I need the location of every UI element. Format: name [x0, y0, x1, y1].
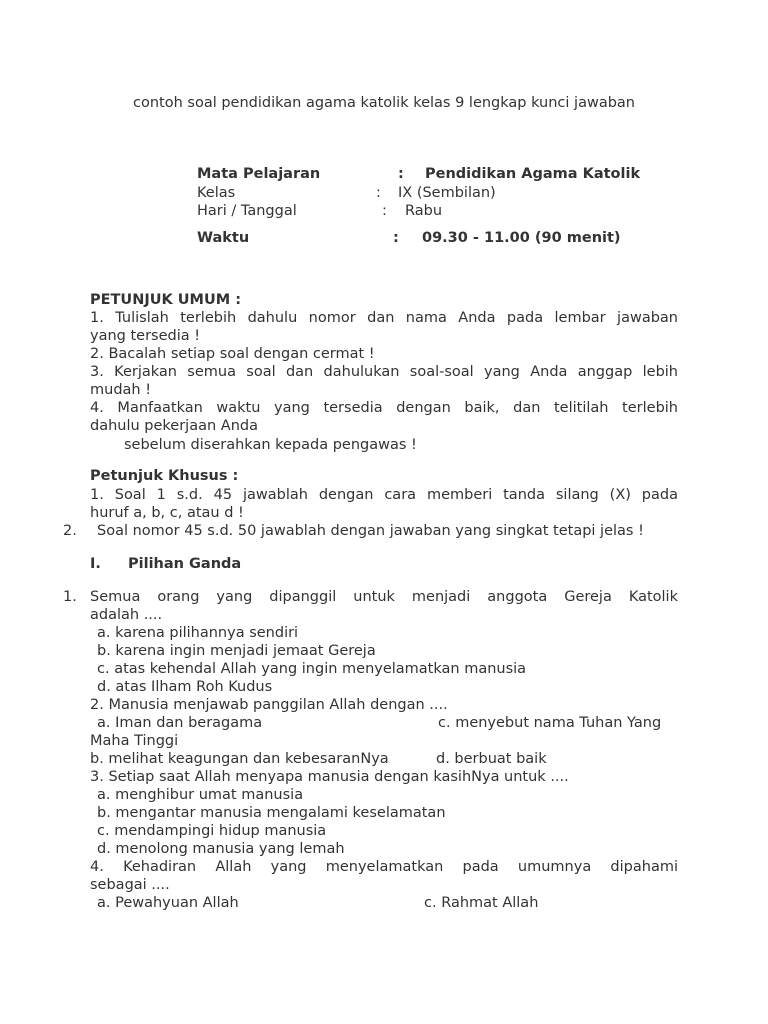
waktu-colon: :	[393, 230, 399, 246]
pu-item3-line1: 3. Kerjakan semua soal dan dahulukan soal-soal yang Anda anggap lebih	[90, 364, 678, 380]
waktu-label: Waktu	[197, 230, 250, 246]
q2-option-d: d. berbuat baik	[436, 751, 547, 767]
q3-option-c: c. mendampingi hidup manusia	[97, 823, 327, 839]
hari-colon: :	[382, 203, 387, 219]
mapel-value: Pendidikan Agama Katolik	[425, 166, 641, 182]
q4-option-a: a. Pewahyuan Allah	[97, 895, 239, 911]
q4-text-line1: 4. Kehadiran Allah yang menyelamatkan pada umumnya dipahami	[90, 859, 678, 875]
q1-text-line1: Semua orang yang dipanggil untuk menjadi anggota Gereja Katolik	[90, 589, 678, 605]
pu-item2: 2. Bacalah setiap soal dengan cermat !	[90, 346, 375, 362]
q1-text-line2: adalah ....	[90, 607, 163, 623]
pu-item4-line1: 4. Manfaatkan waktu yang tersedia dengan baik, dan telitilah terlebih	[90, 400, 678, 416]
q3-option-d: d. menolong manusia yang lemah	[97, 841, 345, 857]
q1-number: 1.	[63, 589, 77, 605]
petunjuk-khusus-heading: Petunjuk Khusus :	[90, 468, 239, 484]
hari-label: Hari / Tanggal	[197, 203, 297, 219]
q3-text: 3. Setiap saat Allah menyapa manusia dengan kasihNya untuk ....	[90, 769, 569, 785]
kelas-label: Kelas	[197, 185, 236, 201]
pu-item4-line2: dahulu pekerjaan Anda	[90, 418, 258, 434]
section-title: Pilihan Ganda	[128, 556, 242, 572]
pk-item1-line1: 1. Soal 1 s.d. 45 jawablah dengan cara memberi tanda silang (X) pada	[90, 487, 678, 503]
q1-option-b: b. karena ingin menjadi jemaat Gereja	[97, 643, 376, 659]
mapel-label: Mata Pelajaran	[197, 166, 321, 182]
kelas-colon: :	[376, 185, 381, 201]
kelas-value: IX (Sembilan)	[398, 185, 496, 201]
pk-item2-text: Soal nomor 45 s.d. 50 jawablah dengan jawaban yang singkat tetapi jelas !	[97, 523, 644, 539]
q3-option-a: a. menghibur umat manusia	[97, 787, 304, 803]
section-number: I.	[90, 556, 101, 572]
pu-item1-line2: yang tersedia !	[90, 328, 201, 344]
q4-option-c: c. Rahmat Allah	[424, 895, 539, 911]
q2-text: 2. Manusia menjawab panggilan Allah dengan ....	[90, 697, 448, 713]
waktu-value: 09.30 - 11.00 (90 menit)	[422, 230, 621, 246]
q2-option-b: b. melihat keagungan dan kebesaranNya	[90, 751, 389, 767]
q3-option-b: b. mengantar manusia mengalami keselamatan	[97, 805, 446, 821]
q1-option-d: d. atas Ilham Roh Kudus	[97, 679, 273, 695]
q4-text-line2: sebagai ....	[90, 877, 170, 893]
q1-option-a: a. karena pilihannya sendiri	[97, 625, 299, 641]
q1-option-c: c. atas kehendal Allah yang ingin menyelamatkan manusia	[97, 661, 527, 677]
mapel-colon: :	[398, 166, 404, 182]
page-title: contoh soal pendidikan agama katolik kelas 9 lengkap kunci jawaban	[133, 95, 635, 111]
q2-option-a: a. Iman dan beragama	[97, 715, 263, 731]
pk-item2-num: 2.	[63, 523, 77, 539]
pu-item1-line1: 1. Tulislah terlebih dahulu nomor dan nama Anda pada lembar jawaban	[90, 310, 678, 326]
pk-item1-line2: huruf a, b, c, atau d !	[90, 505, 244, 521]
pu-item4-line3: sebelum diserahkan kepada pengawas !	[124, 437, 417, 453]
petunjuk-umum-heading: PETUNJUK UMUM :	[90, 292, 242, 308]
q2-option-c: c. menyebut nama Tuhan Yang	[438, 715, 662, 731]
q2-option-c-cont: Maha Tinggi	[90, 733, 179, 749]
hari-value: Rabu	[405, 203, 443, 219]
pu-item3-line2: mudah !	[90, 382, 152, 398]
